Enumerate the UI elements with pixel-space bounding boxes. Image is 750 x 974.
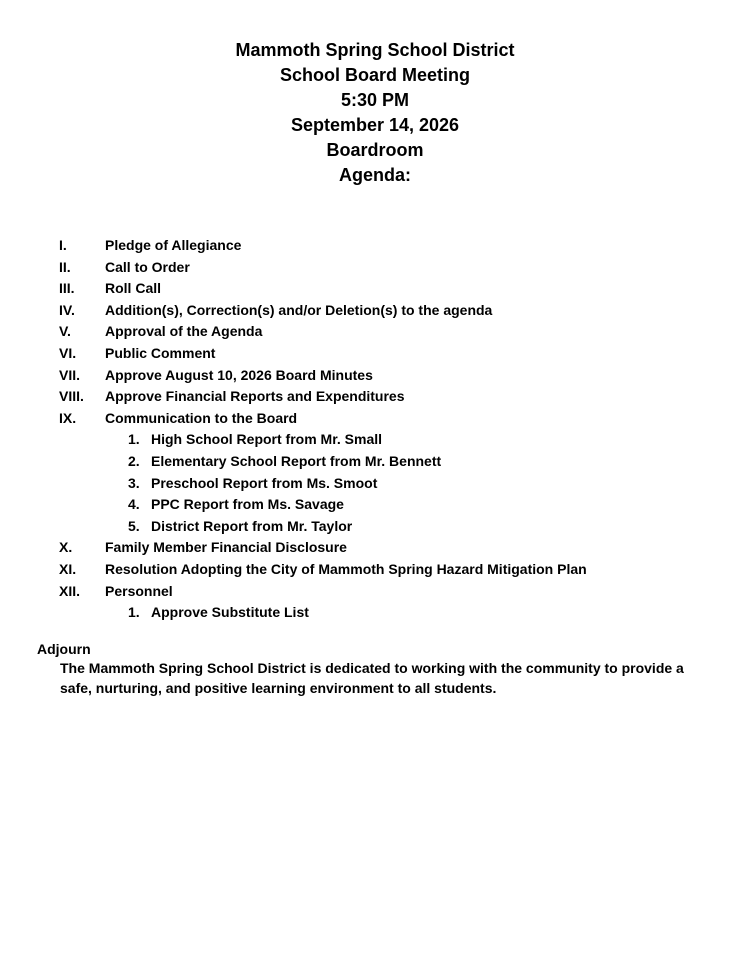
meeting-location: Boardroom (326, 140, 424, 160)
agenda-item-number: V. (59, 323, 71, 340)
agenda-item-label: Pledge of Allegiance (105, 237, 242, 253)
agenda-subitem-label: PPC Report from Ms. Savage (151, 496, 344, 513)
agenda-list (0, 235, 750, 624)
agenda-subitem-number: 1. (128, 431, 140, 448)
agenda-subitem (0, 602, 750, 624)
agenda-item-number: I. (59, 237, 67, 253)
agenda-item (0, 408, 750, 430)
agenda-item (0, 386, 750, 408)
meeting-title: School Board Meeting (279, 65, 470, 85)
agenda-item-label: Family Member Financial Disclosure (105, 539, 347, 556)
agenda-item (0, 537, 750, 559)
agenda-item-number: VI. (59, 344, 77, 361)
agenda-item-number: VIII. (59, 388, 84, 405)
agenda-item (0, 343, 750, 365)
agenda-item-label: Approval of the Agenda (105, 323, 263, 340)
agenda-item (0, 321, 750, 343)
agenda-subitem-number: 3. (128, 474, 140, 491)
agenda-heading: Agenda: (339, 165, 411, 185)
agenda-subitem-number: 1. (128, 604, 140, 621)
agenda-item (0, 559, 750, 581)
agenda-subitem-label: Preschool Report from Ms. Smoot (151, 474, 378, 491)
agenda-item-label: Personnel (105, 582, 173, 599)
agenda-item-label: Roll Call (105, 280, 162, 297)
agenda-item (0, 257, 750, 279)
adjourn-label: Adjourn (37, 641, 91, 657)
agenda-item (0, 278, 750, 300)
agenda-subitem (0, 516, 750, 538)
agenda-subitem-label: District Report from Mr. Taylor (151, 517, 353, 534)
agenda-item-label: Addition(s), Correction(s) and/or Deletion(s) to the agenda (105, 301, 493, 318)
mission-statement: The Mammoth Spring School District is dedicated to working with the community to provide a safe, nurturing, and positive learning environment to all students. (60, 660, 684, 696)
agenda-item-label: Public Comment (105, 344, 216, 361)
agenda-item-number: X. (59, 539, 73, 556)
agenda-subitem-number: 5. (128, 517, 140, 534)
agenda-item-label: Call to Order (105, 258, 190, 275)
meeting-date: September 14, 2026 (290, 115, 460, 135)
agenda-item-number: XI. (59, 560, 77, 577)
agenda-item-number: II. (59, 258, 71, 275)
document-header (0, 38, 750, 188)
agenda-subitem (0, 473, 750, 495)
district-name: Mammoth Spring School District (235, 40, 515, 60)
agenda-item (0, 300, 750, 322)
meeting-time: 5:30 PM (340, 90, 410, 110)
agenda-item-number: VII. (59, 366, 81, 383)
agenda-item-number: III. (59, 280, 75, 297)
agenda-subitem (0, 451, 750, 473)
agenda-subitem (0, 429, 750, 451)
agenda-subitem (0, 494, 750, 516)
agenda-subitem-label: High School Report from Mr. Small (151, 431, 383, 448)
agenda-item-label: Communication to the Board (105, 409, 298, 426)
agenda-item (0, 235, 750, 257)
agenda-item (0, 365, 750, 387)
agenda-subitem-label: Approve Substitute List (151, 604, 309, 621)
agenda-subitem-label: Elementary School Report from Mr. Bennett (151, 452, 442, 469)
agenda-item-label: Approve Financial Reports and Expenditures (105, 388, 405, 405)
agenda-item-label: Approve August 10, 2026 Board Minutes (105, 366, 373, 383)
agenda-item-label: Resolution Adopting the City of Mammoth Spring Hazard Mitigation Plan (105, 560, 587, 577)
agenda-subitem-number: 4. (128, 496, 140, 513)
agenda-item-number: IX. (59, 409, 77, 426)
agenda-item-number: IV. (59, 301, 75, 318)
agenda-subitem-number: 2. (128, 452, 140, 469)
agenda-item (0, 581, 750, 603)
agenda-item-number: XII. (59, 582, 81, 599)
